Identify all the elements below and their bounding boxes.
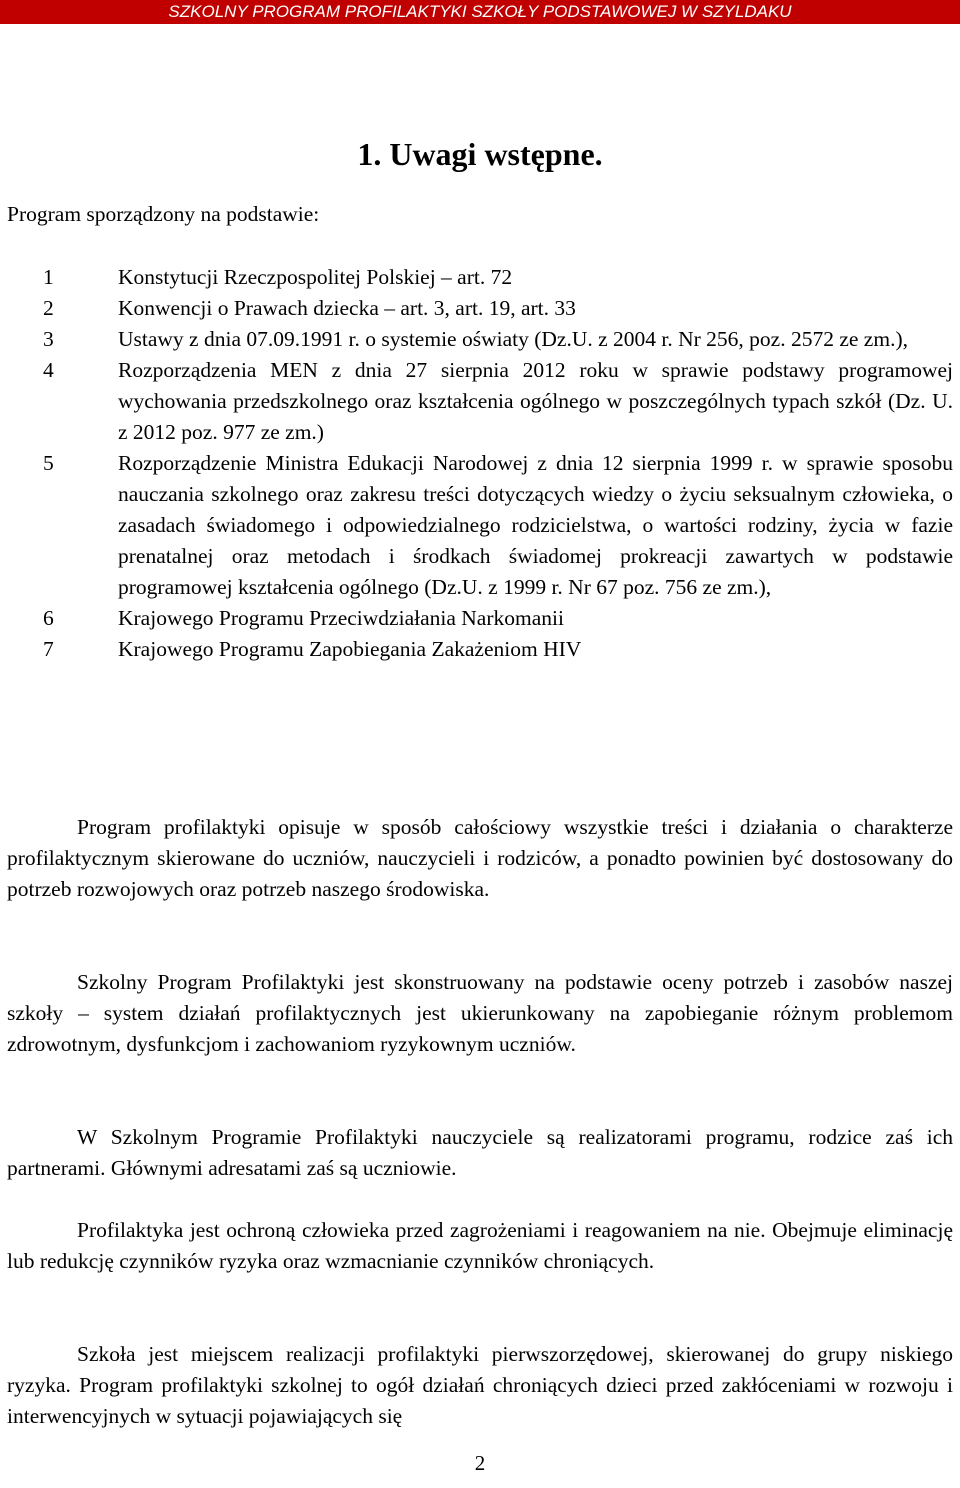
list-item-text: Rozporządzenie Ministra Edukacji Narodowej z dnia 12 sierpnia 1999 r. w sprawie sposobu nauczania szkolnego oraz zakresu treści dotyczących wiedzy o życiu seksualnym człowieka, o zasadach świadomego i odpowiedzialnego rodzicielstwa, o wartości rodziny, życia w fazie prenatalnej oraz metodach i środkach świadomej prokreacji zawartych w podstawie programowej kształcenia ogólnego (Dz.U. z 1999 r. Nr 67 poz. 756 ze zm.), xyxy=(118,451,953,599)
paragraph-school-role: Szkoła jest miejscem realizacji profilaktyki pierwszorzędowej, skierowanej do grupy niskiego ryzyka. Program profilaktyki szkolnej to ogół działań chroniących dzieci przed zakłóceniami w rozwoju i interwencyjnych w sytuacji pojawiających się xyxy=(7,1342,953,1428)
page-number: 2 xyxy=(474,1451,486,1475)
list-item-text: Konwencji o Prawach dziecka – art. 3, art. 19, art. 33 xyxy=(118,296,576,320)
legal-basis-list xyxy=(7,262,953,665)
list-item-number: 5 xyxy=(43,451,54,475)
list-item-text: Konstytucji Rzeczpospolitej Polskiej – art. 72 xyxy=(118,265,513,289)
list-item-number: 6 xyxy=(43,606,54,630)
list-item-number: 1 xyxy=(43,265,54,289)
list-item xyxy=(7,324,953,355)
list-item xyxy=(7,448,953,603)
list-item-text: Krajowego Programu Zapobiegania Zakażeniom HIV xyxy=(118,637,582,661)
list-item xyxy=(7,293,953,324)
paragraph-program-basis: Szkolny Program Profilaktyki jest skonstruowany na podstawie oceny potrzeb i zasobów naszej szkoły – system działań profilaktycznych jest ukierunkowany na zapobieganie różnym problemom zdrowotnym, dysfunkcjom i zachowaniom ryzykownym uczniów. xyxy=(7,970,953,1056)
running-header: SZKOLNY PROGRAM PROFILAKTYKI SZKOŁY PODSTAWOWEJ W SZYLDAKU xyxy=(0,0,960,24)
list-item xyxy=(7,603,953,634)
list-item-number: 2 xyxy=(43,296,54,320)
list-item-number: 4 xyxy=(43,358,54,382)
paragraph-program-scope: Program profilaktyki opisuje w sposób całościowy wszystkie treści i działania o charakterze profilaktycznym skierowane do uczniów, nauczycieli i rodziców, a ponadto powinien być dostosowany do potrzeb rozwojowych oraz potrzeb naszego środowiska. xyxy=(7,815,953,901)
section-title: 1. Uwagi wstępne. xyxy=(357,136,603,172)
list-item xyxy=(7,262,953,293)
list-item-number: 7 xyxy=(43,637,54,661)
list-item-number: 3 xyxy=(43,327,54,351)
list-item-text: Rozporządzenia MEN z dnia 27 sierpnia 2012 roku w sprawie podstawy programowej wychowania przedszkolnego oraz kształcenia ogólnego w poszczególnych typach szkół (Dz. U. z 2012 poz. 977 ze zm.) xyxy=(118,358,953,444)
paragraph-definition: Profilaktyka jest ochroną człowieka przed zagrożeniami i reagowaniem na nie. Obejmuje eliminację lub redukcję czynników ryzyka oraz wzmacnianie czynników chroniących. xyxy=(7,1218,953,1273)
intro-line: Program sporządzony na podstawie: xyxy=(7,202,320,226)
paragraph-realizers: W Szkolnym Programie Profilaktyki nauczyciele są realizatorami programu, rodzice zaś ich partnerami. Głównymi adresatami zaś są uczniowie. xyxy=(7,1125,953,1180)
list-item xyxy=(7,355,953,448)
list-item-text: Krajowego Programu Przeciwdziałania Narkomanii xyxy=(118,606,564,630)
list-item-text: Ustawy z dnia 07.09.1991 r. o systemie oświaty (Dz.U. z 2004 r. Nr 256, poz. 2572 ze zm.), xyxy=(118,327,908,351)
list-item xyxy=(7,634,953,665)
